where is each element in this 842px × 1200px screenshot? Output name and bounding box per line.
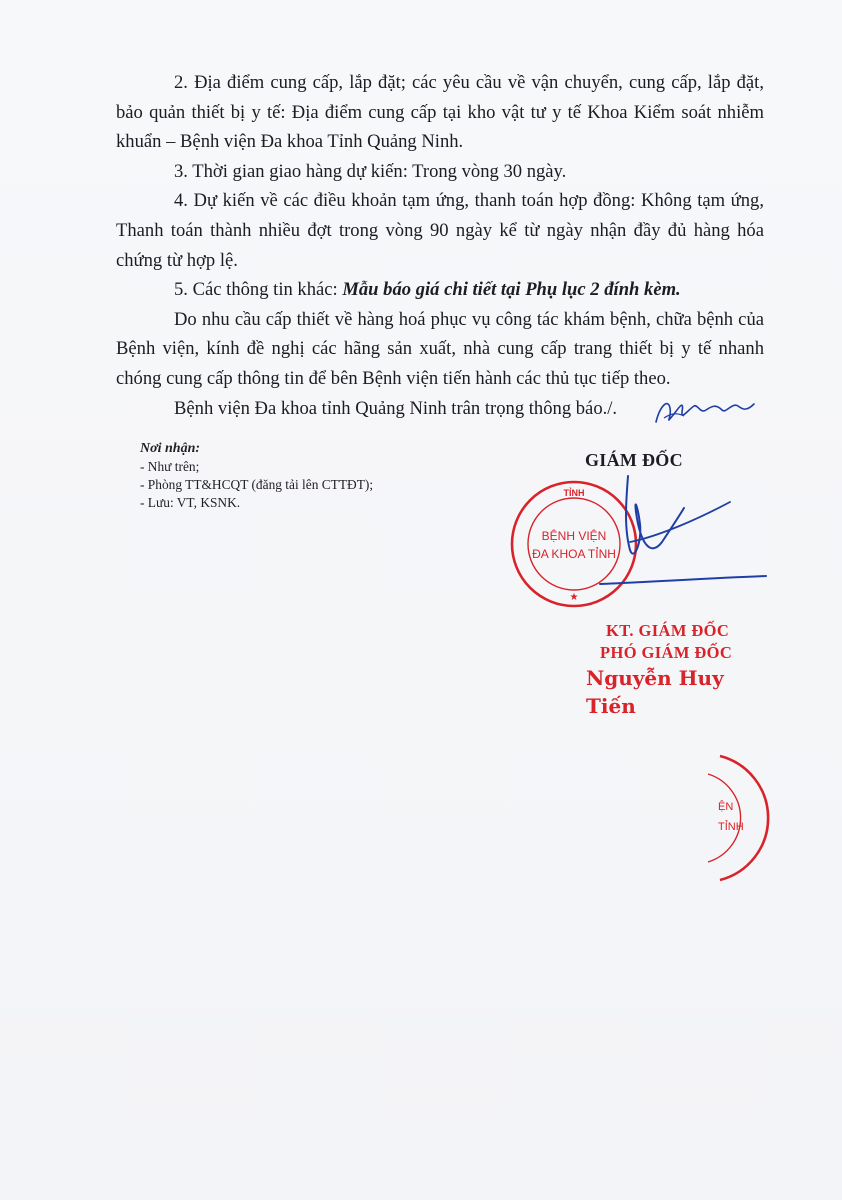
partial-seal <box>700 752 772 884</box>
recipients-title: Nơi nhận: <box>140 441 201 456</box>
deputy-director-stamp <box>560 620 780 720</box>
recipients-block <box>140 440 373 512</box>
seal-line-2: ĐA KHOA TỈNH <box>532 547 616 561</box>
body-text <box>116 68 764 423</box>
initials-signature <box>650 392 770 432</box>
other-info-prefix: 5. Các thông tin khác: <box>174 279 343 301</box>
other-info-emphasis: Mẫu báo giá chi tiết tại Phụ lục 2 đính kèm. <box>342 279 681 301</box>
paragraph-other-info <box>116 275 764 305</box>
stamp-line-2: PHÓ GIÁM ĐỐC <box>600 643 733 662</box>
paragraph-request: Do nhu cầu cấp thiết về hàng hoá phục vụ công tác khám bệnh, chữa bệnh của Bệnh viện, kính đề nghị các hãng sản xuất, nhà cung cấp trang thiết bị y tế nhanh chóng cung cấp thông tin để bên Bệnh viện tiến hành các thủ tục tiếp theo. <box>116 308 764 389</box>
stamp-line-1: KT. GIÁM ĐỐC <box>606 621 730 640</box>
seal-top-text: TỈNH <box>563 488 585 498</box>
paragraph-delivery-time: 3. Thời gian giao hàng dự kiến: Trong vòng 30 ngày. <box>174 160 567 182</box>
seal-star: ★ <box>569 592 579 603</box>
seal-line-1: BỆNH VIỆN <box>541 529 607 543</box>
paragraph-payment-terms: 4. Dự kiến về các điều khoản tạm ứng, thanh toán hợp đồng: Không tạm ứng, Thanh toán thành nhiều đợt trong vòng 90 ngày kể từ ngày nhận đầy đủ hàng hóa chứng từ hợp lệ. <box>116 190 764 271</box>
paragraph-location: 2. Địa điểm cung cấp, lắp đặt; các yêu cầu về vận chuyển, cung cấp, lắp đặt, bảo quản thiết bị y tế: Địa điểm cung cấp tại kho vật tư y tế Khoa Kiểm soát nhiễm khuẩn – Bệnh viện Đa khoa Tỉnh Quảng Ninh. <box>116 72 764 153</box>
signer-name: Nguyễn Huy Tiến <box>586 666 724 718</box>
recipient-item: - Phòng TT&HCQT (đăng tải lên CTTĐT); <box>140 477 374 492</box>
recipient-item: - Lưu: VT, KSNK. <box>140 495 241 510</box>
recipient-item: - Như trên; <box>140 459 200 474</box>
director-signature <box>590 472 770 592</box>
svg-text:ỆN: ỆN <box>718 801 734 813</box>
svg-text:TỈNH: TỈNH <box>718 821 744 833</box>
closing-line: Bệnh viện Đa khoa tỉnh Quảng Ninh trân trọng thông báo./. <box>174 397 618 419</box>
director-title: GIÁM ĐỐC <box>585 450 683 470</box>
